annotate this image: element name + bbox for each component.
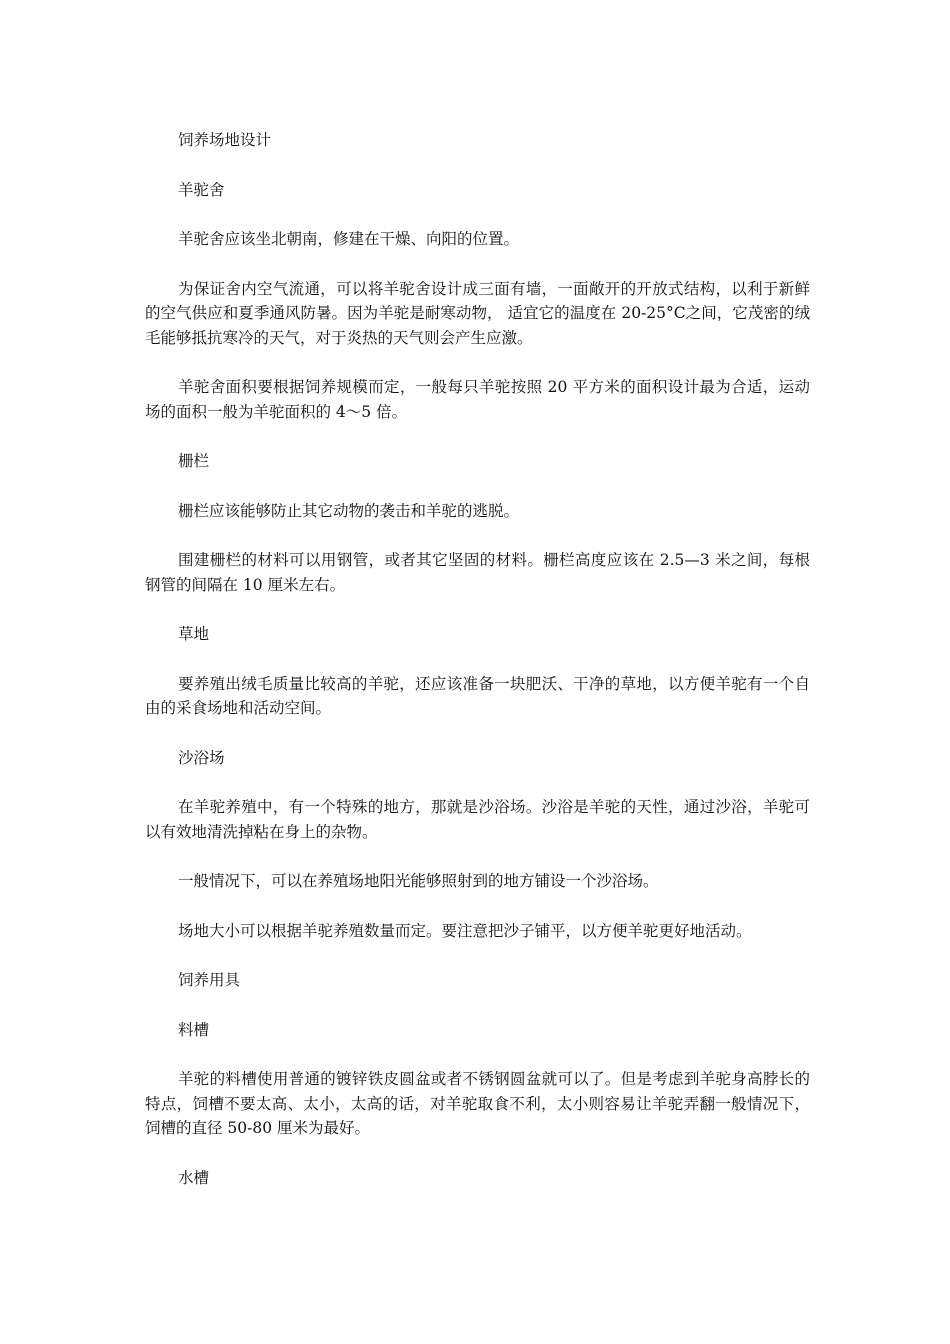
paragraph: 在羊驼养殖中，有一个特殊的地方，那就是沙浴场。沙浴是羊驼的天性，通过沙浴，羊驼可以有效地清洗掉粘在身上的杂物。 bbox=[145, 798, 810, 841]
paragraph: 栅栏应该能够防止其它动物的袭击和羊驼的逃脱。 bbox=[178, 501, 520, 520]
paragraph: 羊驼的料槽使用普通的镀锌铁皮圆盆或者不锈钢圆盆就可以了。但是考虑到羊驼身高脖长的特点，饲槽不要太高、太小，太高的话，对羊驼取食不利，太小则容易让羊驼弄翻一般情况下，饲槽的直径 50-80 厘米为最好。 bbox=[145, 1070, 810, 1137]
section-title: 饲养场地设计 bbox=[178, 131, 272, 149]
paragraph: 为保证舍内空气流通，可以将羊驼舍设计成三面有墙，一面敞开的开放式结构，以利于新鲜的空气供应和夏季通风防暑。因为羊驼是耐寒动物， 适宜它的温度在 20-25°C之间，它茂密的绒毛能够抵抗寒冷的天气，对于炎热的天气则会产生应激。 bbox=[145, 279, 810, 347]
subsection-heading-feed-trough: 料槽 bbox=[178, 1020, 210, 1039]
paragraph: 要养殖出绒毛质量比较高的羊驼，还应该准备一块肥沃、干净的草地，以方便羊驼有一个自由的采食场地和活动空间。 bbox=[145, 674, 810, 717]
subsection-heading-grassland: 草地 bbox=[178, 625, 210, 643]
paragraph: 羊驼舍应该坐北朝南，修建在干燥、向阳的位置。 bbox=[178, 230, 520, 248]
section-title-equipment: 饲养用具 bbox=[178, 971, 241, 989]
subsection-heading-fence: 栅栏 bbox=[178, 452, 210, 470]
paragraph: 场地大小可以根据羊驼养殖数量而定。要注意把沙子铺平，以方便羊驼更好地活动。 bbox=[178, 921, 752, 940]
paragraph: 羊驼舍面积要根据饲养规模而定，一般每只羊驼按照 20 平方米的面积设计最为合适，运动场的面积一般为羊驼面积的 4～5 倍。 bbox=[145, 378, 810, 421]
paragraph: 一般情况下，可以在养殖场地阳光能够照射到的地方铺设一个沙浴场。 bbox=[178, 872, 659, 890]
document-body bbox=[145, 128, 810, 1215]
subsection-heading-water-trough: 水槽 bbox=[178, 1168, 210, 1187]
paragraph: 围建栅栏的材料可以用钢管，或者其它坚固的材料。栅栏高度应该在 2.5—3 米之间，每根钢管的间隔在 10 厘米左右。 bbox=[145, 551, 810, 594]
subsection-heading-shelter: 羊驼舍 bbox=[178, 180, 225, 199]
subsection-heading-sandbath: 沙浴场 bbox=[178, 748, 225, 767]
